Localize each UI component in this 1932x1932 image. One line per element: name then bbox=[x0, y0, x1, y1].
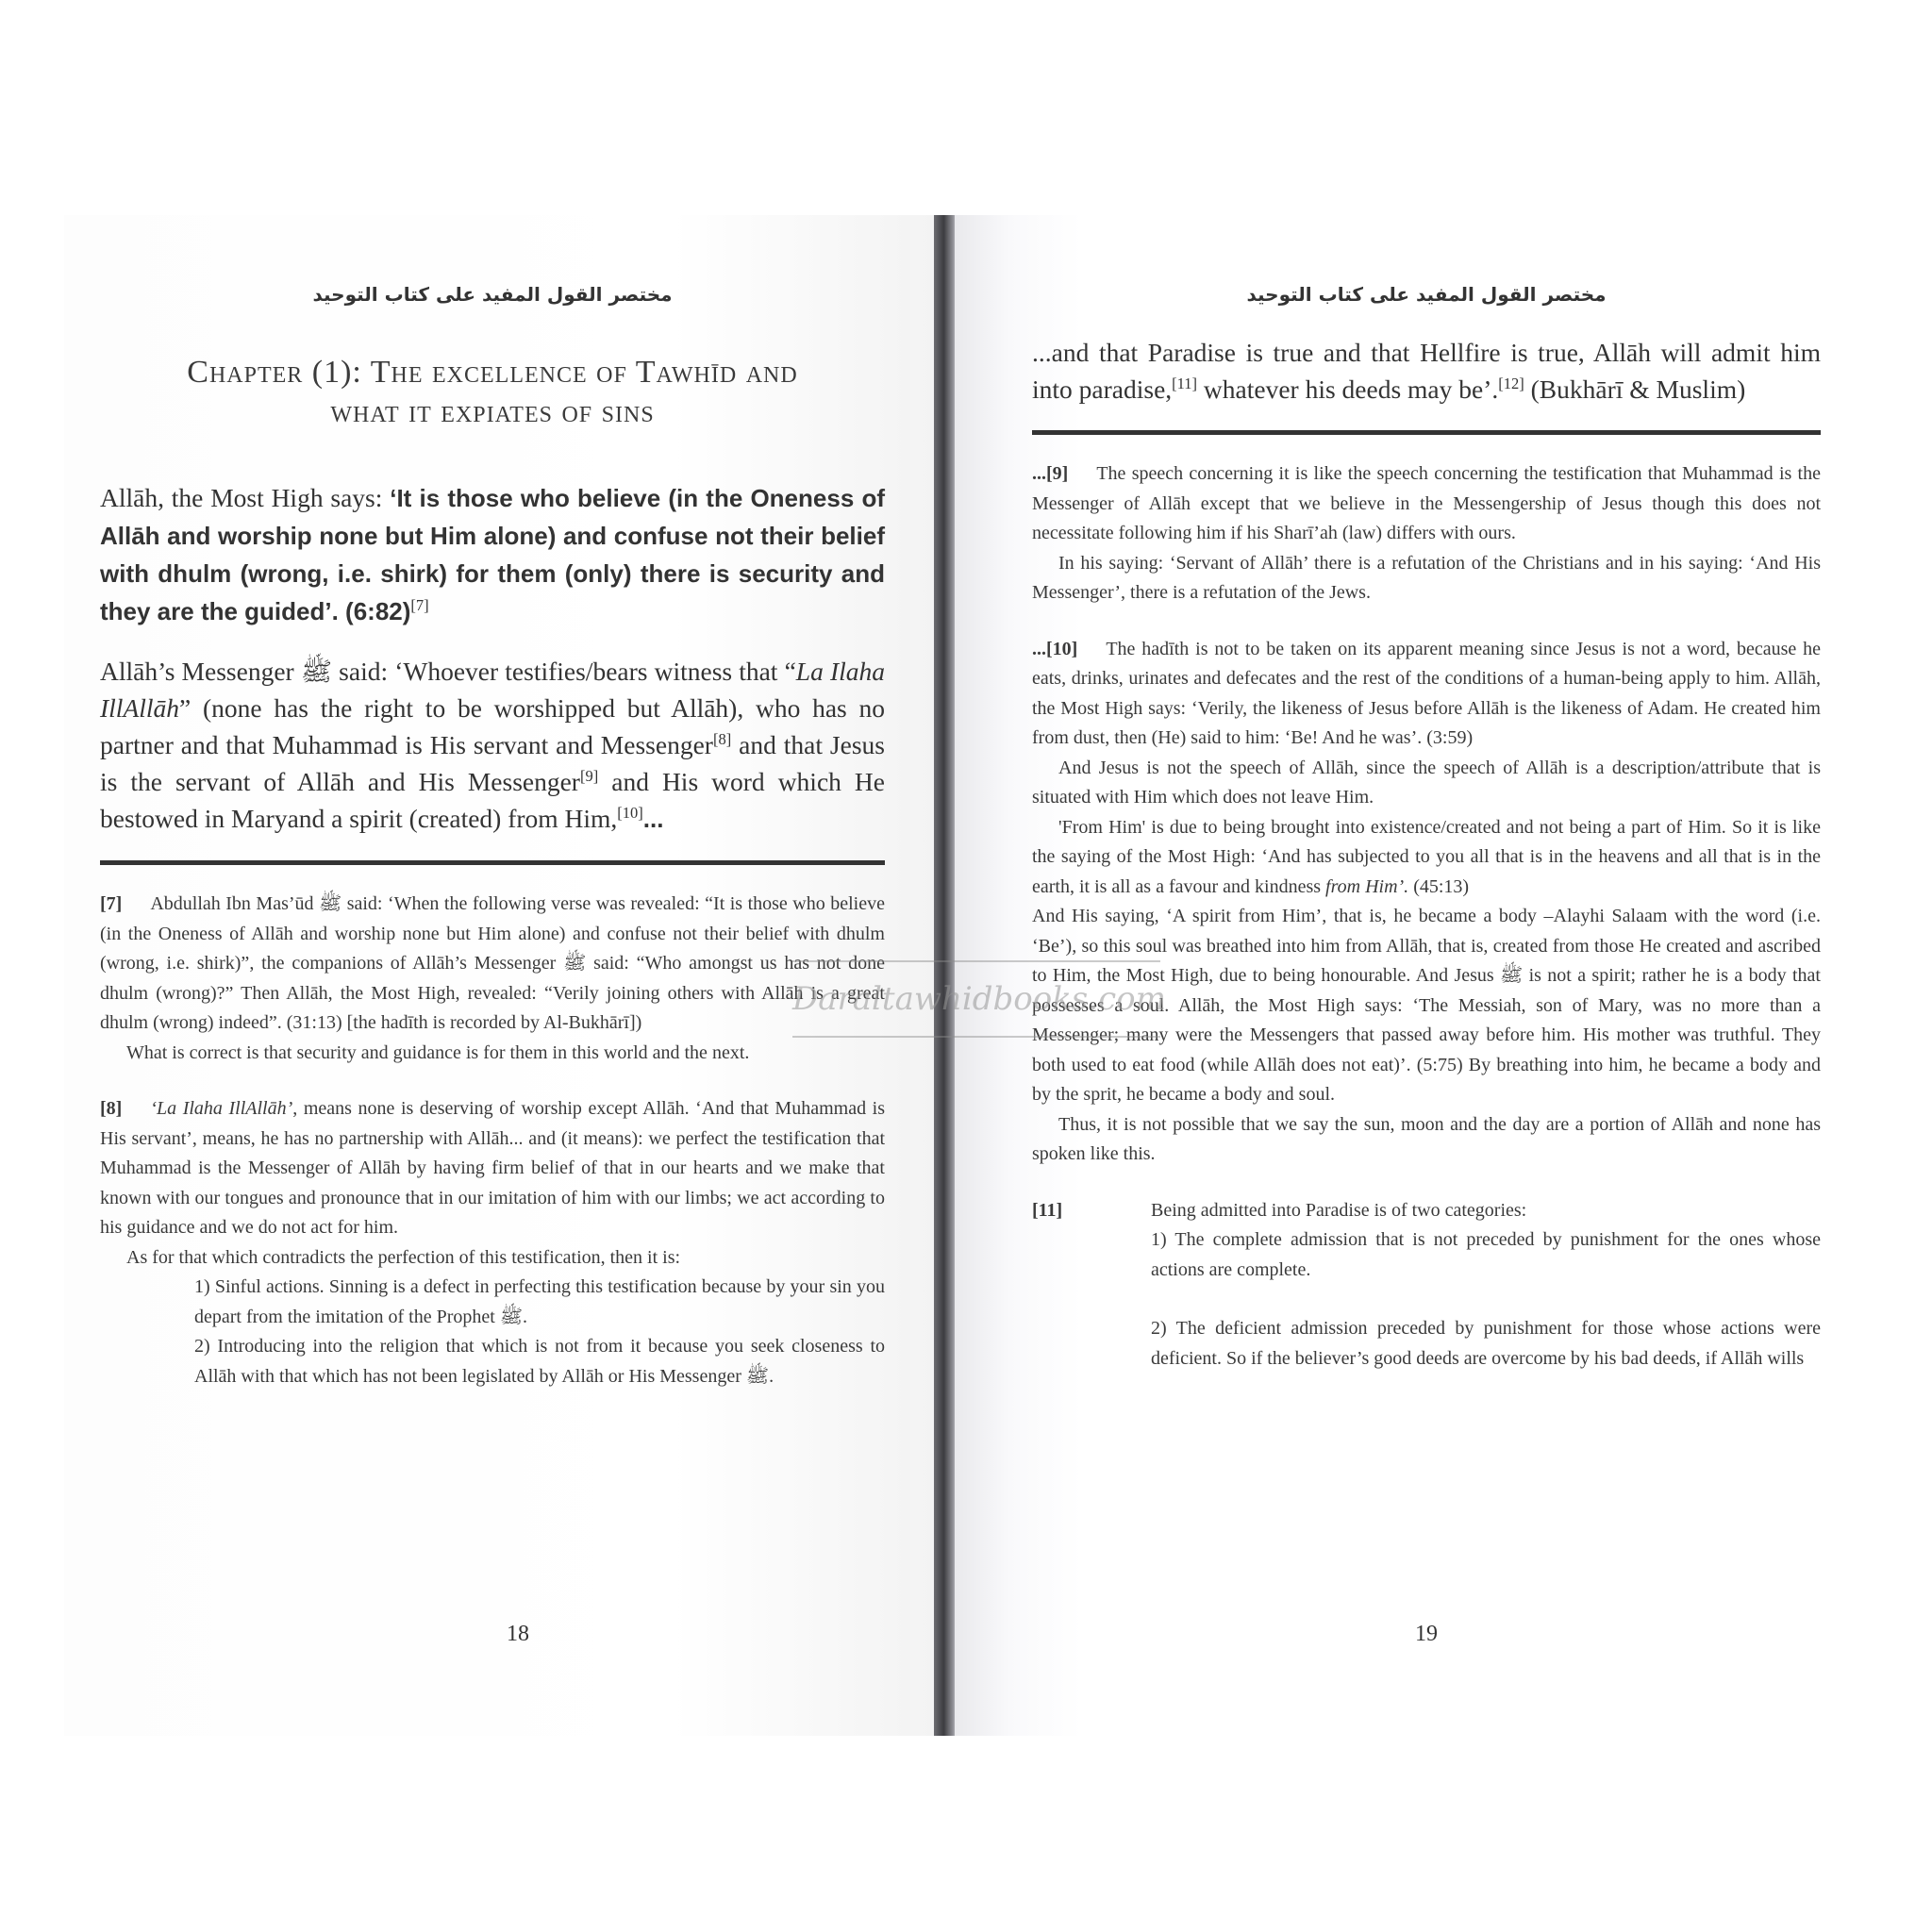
footnote-9-text: The speech concerning it is like the speech concerning the testification that Muhammad is the Messenger of Allāh except that we believe in the Messengership of Jesus though this does not necessitate following him if his Sharī’ah (law) differs with ours. bbox=[1032, 463, 1821, 543]
footnote-10-label: ...[10] bbox=[1032, 638, 1078, 659]
hadith-source: (Bukhārī & Muslim) bbox=[1524, 375, 1746, 404]
footnote-ref-8[interactable]: [8] bbox=[712, 729, 732, 748]
page-number-right: 19 bbox=[1415, 1622, 1438, 1646]
footnote-7-text: Abdullah Ibn Mas’ūd ﷺ said: ‘When the following verse was revealed: “It is those who believe (in the Oneness of Allāh and worship none but Him alone) and confuse not their belief with dhulm (wrong, i.e. shirk)”, the companions of Allāh’s Messenger ﷺ said: “Who amongst us has not done dhulm (wrong)?” Then Allāh, the Most High, revealed: “Verily joining others with Allāh is a great dhulm (wrong) indeed”. (31:13) [the hadīth is recorded by Al-Bukhārī]) bbox=[100, 893, 885, 1033]
chapter-title bbox=[100, 353, 885, 432]
footnote-8 bbox=[100, 1094, 885, 1391]
footnote-ref-7[interactable]: [7] bbox=[410, 595, 429, 614]
running-head-left: مختصر القول المفيد على كتاب التوحيد bbox=[312, 283, 673, 306]
footnote-ref-9[interactable]: [9] bbox=[579, 766, 599, 785]
footnote-10-text5: Thus, it is not possible that we say the sun, moon and the day are a portion of Allāh and none has spoken like this. bbox=[1032, 1113, 1821, 1164]
running-head-right: مختصر القول المفيد على كتاب التوحيد bbox=[1246, 283, 1607, 306]
footnote-7-label: [7] bbox=[100, 893, 123, 914]
footnote-10-text4: And His saying, ‘A spirit from Him’, that is, he became a body –Alayhi Salaam with the word (i.e. ‘Be’), so this soul was breathed into him from Allāh, that is, created from those He created and ascribed to Him, the Most High, due to being honourable. And Jesus ﷺ is not a spirit; rather he is a body that possesses a soul. Allāh, the Most High says: ‘The Messiah, son of Mary, was no more than a Messenger; many were the Messengers that passed away before him. His mother was truthful. They both used to eat food (while Allāh does not eat)’. (5:75) By breathing into him, he became a body and by the sprit, he became a body and soul. bbox=[1032, 906, 1821, 1105]
footnote-ref-12[interactable]: [12] bbox=[1498, 374, 1524, 392]
hadith-shahada: La Ilaha IllAllāh bbox=[100, 657, 885, 723]
footnote-divider-right bbox=[1032, 430, 1821, 435]
hadith-ellipsis: ... bbox=[642, 805, 664, 833]
hadith-paragraph bbox=[100, 653, 885, 838]
footnote-9-text2: In his saying: ‘Servant of Allāh’ there is a refutation of the Christians and in his saying: ‘And His Messenger’, there is a refutation of the Jews. bbox=[1032, 552, 1821, 603]
hadith-cont-text-a: ...and that Paradise is true and that Hellfire is true, Allāh will admit him into paradise, bbox=[1032, 338, 1821, 404]
footnote-11-item1: 1) The complete admission that is not preceded by punishment for the ones whose actions are complete. bbox=[1151, 1229, 1821, 1280]
footnote-8-italic: ‘La Ilaha IllAllāh’ bbox=[150, 1098, 293, 1119]
footnote-8-text: , means none is deserving of worship except Allāh. ‘And that Muhammad is His servant’, means, he has no partnership with Allāh... and (it means): we perfect the testification that Muhammad is the Messenger of Allāh by having firm belief of that in our hearts and we make that known with our tongues and pronounce that in our imitation of him with our limbs; we act according to his guidance and we do not act for him. bbox=[100, 1098, 885, 1238]
chapter-title-line1: Chapter (1): The excellence of Tawhīd and bbox=[187, 355, 798, 390]
verse-intro: Allāh, the Most High says: bbox=[100, 483, 391, 512]
footnote-10-text3a: 'From Him' is due to being brought into existence/created and not being a part of Him. So it is like the saying of the Most High: ‘And has subjected to you all that is in the heavens and all that is in the earth, it is all as a favour and kindness bbox=[1032, 816, 1821, 897]
hadith-cont-text-b: whatever his deeds may be’. bbox=[1197, 375, 1499, 404]
hadith-continuation bbox=[1032, 334, 1821, 408]
chapter-title-line2: what it expiates of sins bbox=[330, 394, 655, 429]
footnote-11-item2: 2) The deficient admission preceded by punishment for those whose actions were deficient. So if the believer’s good deeds are overcome by his bad deeds, if Allāh wills bbox=[1151, 1318, 1821, 1369]
footnote-10-text: The hadīth is not to be taken on its apparent meaning since Jesus is not a word, because he eats, drinks, urinates and defecates and the rest of the conditions of a human-being apply to him. Allāh, the Most High says: ‘Verily, the likeness of Jesus before Allāh is the likeness of Adam. He created him from dust, then (He) said to him: ‘Be! And he was’. (3:59) bbox=[1032, 638, 1821, 748]
footnote-7-text2: What is correct is that security and guidance is for them in this world and the next. bbox=[126, 1041, 750, 1063]
footnote-7 bbox=[100, 890, 885, 1068]
footnote-8-list bbox=[194, 1273, 885, 1391]
hadith-text-c: and that Jesus is the servant of Allāh and His Messenger bbox=[100, 730, 885, 796]
verse-text: ‘It is those who believe (in the Oneness of Allāh and worship none but Him alone) and confuse not their belief with dhulm (wrong, i.e. shirk) for them (only) there is security and they are the guided’. (6:82) bbox=[100, 484, 885, 625]
footnote-8-item1: 1) Sinful actions. Sinning is a defect in perfecting this testification because by your sin you depart from the imitation of the Prophet ﷺ. bbox=[194, 1276, 885, 1327]
footnote-divider bbox=[100, 860, 885, 865]
footnote-8-label: [8] bbox=[100, 1098, 123, 1119]
footnote-11-label: [11] bbox=[1032, 1199, 1063, 1221]
hadith-text-b: ” (none has the right to be worshipped but Allāh), who has no partner and that Muhammad is His servant and Messenger bbox=[100, 693, 885, 759]
footnote-ref-11[interactable]: [11] bbox=[1172, 374, 1198, 392]
verse-paragraph bbox=[100, 479, 885, 630]
footnote-8-item2: 2) Introducing into the religion that which is not from it because you seek closeness to Allāh with that which has not been legislated by Allāh or His Messenger ﷺ. bbox=[194, 1336, 885, 1387]
hadith-text-d: and His word which He bestowed in Maryand a spirit (created) from Him, bbox=[100, 767, 885, 833]
footnote-9 bbox=[1032, 459, 1821, 608]
watermark: Daraltawhidbooks.com bbox=[792, 960, 1160, 1038]
footnote-11-text: Being admitted into Paradise is of two categories: bbox=[1151, 1199, 1527, 1221]
hadith-text-a: Allāh’s Messenger ﷺ said: ‘Whoever testifies/bears witness that “ bbox=[100, 657, 796, 686]
footnote-8-text2: As for that which contradicts the perfection of this testification, then it is: bbox=[126, 1246, 681, 1268]
footnote-ref-10[interactable]: [10] bbox=[617, 803, 643, 822]
page-number-left: 18 bbox=[507, 1622, 529, 1646]
footnote-9-label: ...[9] bbox=[1032, 463, 1069, 484]
footnote-10-text2: And Jesus is not the speech of Allāh, since the speech of Allāh is a description/attribute that is situated with Him which does not leave Him. bbox=[1032, 757, 1821, 808]
footnote-10-text3 bbox=[1032, 813, 1821, 903]
footnote-10-text3-italic: from Him’. bbox=[1325, 875, 1409, 897]
footnote-10-text3b: (45:13) bbox=[1408, 875, 1470, 897]
footnote-11 bbox=[1032, 1196, 1821, 1374]
footnote-10 bbox=[1032, 635, 1821, 1170]
